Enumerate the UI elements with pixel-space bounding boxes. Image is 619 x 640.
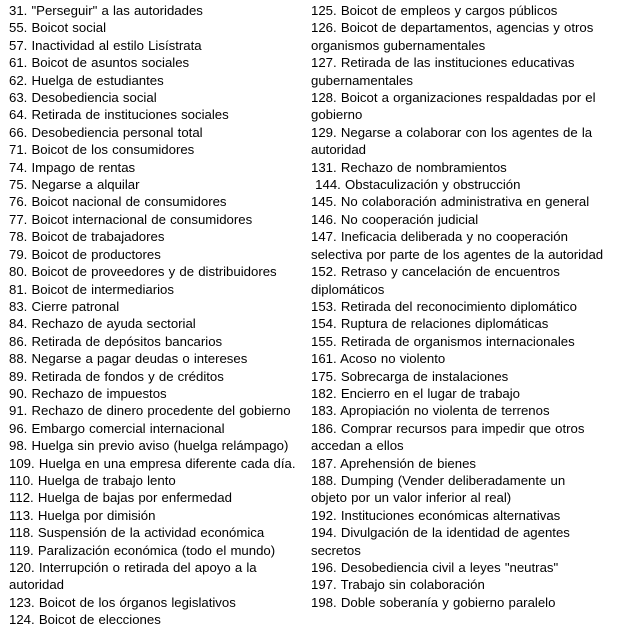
list-item: 128. Boicot a organizaciones respaldadas por el gobierno bbox=[311, 90, 596, 123]
list-item: 64. Retirada de instituciones sociales bbox=[9, 107, 229, 123]
list-item: 187. Aprehensión de bienes bbox=[311, 455, 477, 471]
list-item: 79. Boicot de productores bbox=[9, 246, 161, 262]
list-item: 57. Inactividad al estilo Lisístrata bbox=[9, 37, 202, 53]
list-item: 126. Boicot de departamentos, agencias y otros organismos gubernamentales bbox=[311, 20, 594, 53]
list-item: 78. Boicot de trabajadores bbox=[9, 229, 165, 245]
list-item: 31. "Perseguir" a las autoridades bbox=[9, 3, 203, 18]
list-item: 84. Rechazo de ayuda sectorial bbox=[9, 316, 196, 332]
list-item: 112. Huelga de bajas por enfermedad bbox=[9, 490, 232, 506]
left-column bbox=[9, 2, 307, 629]
list-item: 144. Obstaculización y obstrucción bbox=[311, 177, 521, 193]
list-item: 83. Cierre patronal bbox=[9, 298, 120, 314]
list-item: 154. Ruptura de relaciones diplomáticas bbox=[311, 316, 549, 332]
right-column bbox=[311, 2, 611, 611]
list-item: 147. Ineficacia deliberada y no cooperación selectiva por parte de los agentes de la autoridad bbox=[311, 229, 604, 262]
list-item: 131. Rechazo de nombramientos bbox=[311, 159, 507, 175]
list-item: 91. Rechazo de dinero procedente del gobierno bbox=[9, 403, 291, 419]
list-item: 63. Desobediencia social bbox=[9, 90, 157, 106]
list-item: 89. Retirada de fondos y de créditos bbox=[9, 368, 224, 384]
list-item: 80. Boicot de proveedores y de distribuidores bbox=[9, 264, 277, 280]
list-item: 75. Negarse a alquilar bbox=[9, 177, 140, 193]
list-item: 183. Apropiación no violenta de terrenos bbox=[311, 403, 550, 419]
list-item: 182. Encierro en el lugar de trabajo bbox=[311, 385, 521, 401]
list-item: 109. Huelga en una empresa diferente cada día. bbox=[9, 455, 296, 471]
list-item: 55. Boicot social bbox=[9, 20, 107, 36]
list-item: 124. Boicot de elecciones bbox=[9, 612, 161, 628]
list-item: 119. Paralización económica (todo el mundo) bbox=[9, 542, 276, 558]
list-item: 197. Trabajo sin colaboración bbox=[311, 577, 485, 593]
list-item: 110. Huelga de trabajo lento bbox=[9, 472, 176, 488]
list-item: 74. Impago de rentas bbox=[9, 159, 136, 175]
list-item: 71. Boicot de los consumidores bbox=[9, 142, 195, 158]
list-item: 145. No colaboración administrativa en general bbox=[311, 194, 590, 210]
list-item: 77. Boicot internacional de consumidores bbox=[9, 211, 253, 227]
list-item: 125. Boicot de empleos y cargos públicos bbox=[311, 3, 558, 18]
list-item: 175. Sobrecarga de instalaciones bbox=[311, 368, 509, 384]
list-item: 152. Retraso y cancelación de encuentros diplomáticos bbox=[311, 264, 560, 297]
list-item: 196. Desobediencia civil a leyes "neutras" bbox=[311, 560, 559, 575]
list-item: 90. Rechazo de impuestos bbox=[9, 385, 167, 401]
list-item: 62. Huelga de estudiantes bbox=[9, 72, 164, 88]
list-item: 76. Boicot nacional de consumidores bbox=[9, 194, 227, 210]
list-item: 61. Boicot de asuntos sociales bbox=[9, 55, 190, 71]
list-item: 88. Negarse a pagar deudas o intereses bbox=[9, 351, 248, 367]
list-item: 198. Doble soberanía y gobierno paralelo bbox=[311, 594, 556, 610]
list-item: 188. Dumping (Vender deliberadamente un objeto por un valor inferior al real) bbox=[311, 472, 566, 506]
list-item: 120. Interrupción o retirada del apoyo a la autoridad bbox=[9, 560, 257, 593]
list-item: 66. Desobediencia personal total bbox=[9, 124, 203, 140]
list-item: 123. Boicot de los órganos legislativos bbox=[9, 594, 236, 610]
list-item: 81. Boicot de intermediarios bbox=[9, 281, 174, 297]
list-item: 118. Suspensión de la actividad económica bbox=[9, 525, 265, 541]
list-item: 86. Retirada de depósitos bancarios bbox=[9, 333, 223, 349]
list-item: 96. Embargo comercial internacional bbox=[9, 420, 225, 436]
list-item: 194. Divulgación de la identidad de agentes secretos bbox=[311, 525, 570, 558]
list-item: 186. Comprar recursos para impedir que otros accedan a ellos bbox=[311, 420, 585, 454]
list-item: 153. Retirada del reconocimiento diplomático bbox=[311, 298, 577, 314]
list-item: 155. Retirada de organismos internacionales bbox=[311, 333, 575, 349]
list-item: 129. Negarse a colaborar con los agentes de la autoridad bbox=[311, 124, 593, 158]
list-item: 192. Instituciones económicas alternativas bbox=[311, 507, 561, 523]
list-item: 98. Huelga sin previo aviso (huelga relámpago) bbox=[9, 438, 289, 454]
list-item: 146. No cooperación judicial bbox=[311, 211, 479, 227]
list-item: 161. Acoso no violento bbox=[311, 351, 446, 367]
list-item: 113. Huelga por dimisión bbox=[9, 507, 156, 523]
list-item: 127. Retirada de las instituciones educativas gubernamentales bbox=[311, 55, 575, 88]
